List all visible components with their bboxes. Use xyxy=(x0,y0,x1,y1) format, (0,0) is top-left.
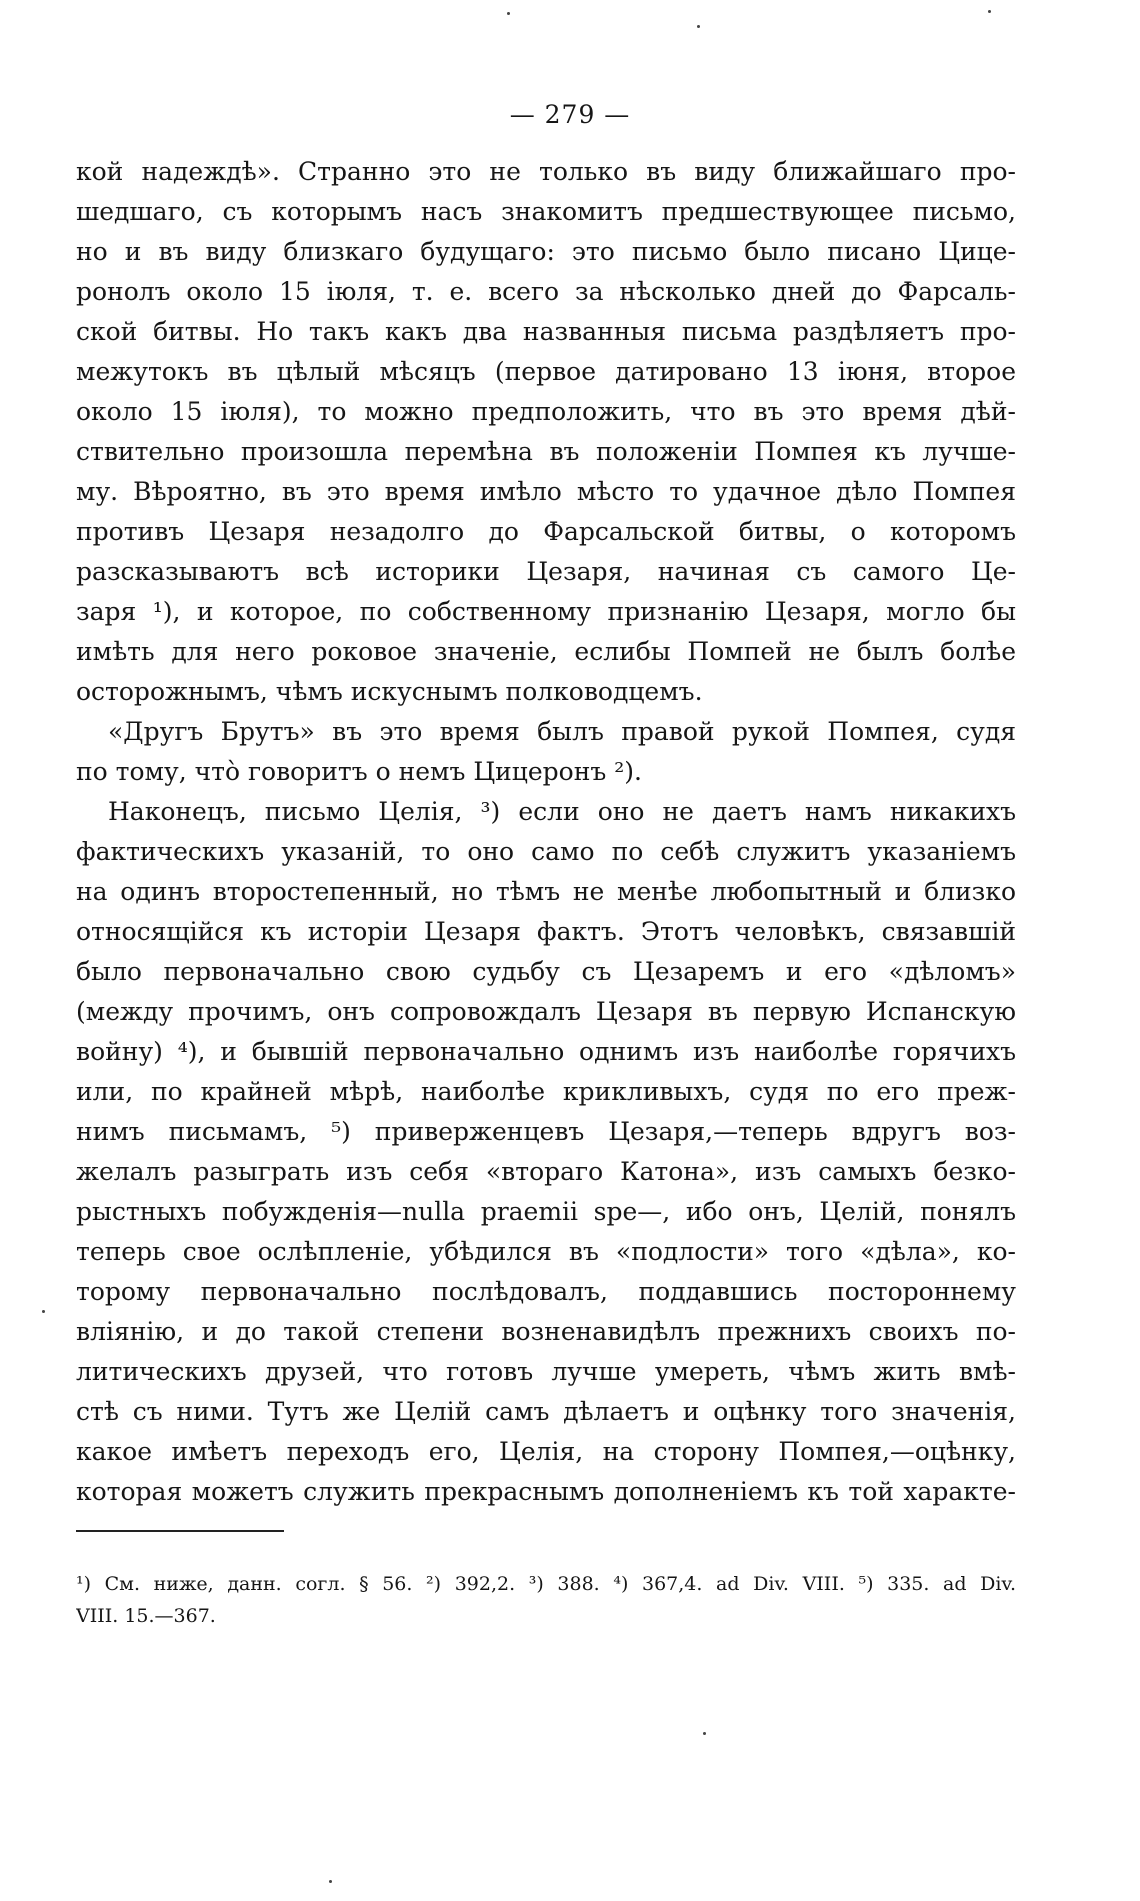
text-line: ской битвы. Но такъ какъ два названныя письма раздѣляетъ про- xyxy=(76,317,1016,346)
text-line: заря ¹), и которое, по собственному признанію Цезаря, могло бы xyxy=(76,597,1016,626)
text-line: стѣ съ ними. Тутъ же Целій самъ дѣлаетъ и оцѣнку того значенія, xyxy=(76,1397,1016,1426)
text-line: му. Вѣроятно, въ это время имѣло мѣсто то удачное дѣло Помпея xyxy=(76,477,1016,506)
text-line: рыстныхъ побужденія—nulla praemii spe—, ибо онъ, Целій, понялъ xyxy=(76,1197,1016,1226)
paragraph xyxy=(76,792,1016,1512)
text-line: торому первоначально послѣдовалъ, поддавшись постороннему xyxy=(76,1277,1016,1306)
text-line: но и въ виду близкаго будущаго: это письмо было писано Цице- xyxy=(76,237,1016,266)
text-line: ронолъ около 15 іюля, т. е. всего за нѣсколько дней до Фарсаль- xyxy=(76,277,1016,306)
text-line: на одинъ второстепенный, но тѣмъ не менѣе любопытный и близко xyxy=(76,877,1016,906)
text-line: фактическихъ указаній, то оно само по себѣ служитъ указаніемъ xyxy=(76,837,1016,866)
footnote-separator xyxy=(76,1530,284,1532)
text-line: или, по крайней мѣрѣ, наиболѣе крикливыхъ, судя по его преж- xyxy=(76,1077,1016,1106)
text-line: вліянію, и до такой степени возненавидѣлъ прежнихъ своихъ по- xyxy=(76,1317,1016,1346)
paragraph xyxy=(76,712,1016,792)
text-line: желалъ разыграть изъ себя «втораго Катона», изъ самыхъ безко- xyxy=(76,1157,1016,1186)
text-line: разсказываютъ всѣ историки Цезаря, начиная съ самого Це- xyxy=(76,557,1016,586)
paragraph xyxy=(76,152,1016,712)
text-line: теперь свое ослѣпленіе, убѣдился въ «подлости» того «дѣла», ко- xyxy=(76,1237,1016,1266)
text-line: имѣть для него роковое значеніе, еслибы Помпей не былъ болѣе xyxy=(76,637,1016,666)
text-line: «Другъ Брутъ» въ это время былъ правой рукой Помпея, судя xyxy=(108,717,1016,746)
text-line: было первоначально свою судьбу съ Цезаремъ и его «дѣломъ» xyxy=(76,957,1016,986)
scan-speck xyxy=(697,25,700,28)
text-line: шедшаго, съ которымъ насъ знакомитъ предшествующее письмо, xyxy=(76,197,1016,226)
text-line: которая можетъ служить прекраснымъ дополненіемъ къ той характе- xyxy=(76,1477,1016,1506)
text-line: межутокъ въ цѣлый мѣсяцъ (первое датировано 13 іюня, второе xyxy=(76,357,1016,386)
text-line: по тому, что̀ говоритъ о немъ Цицеронъ ²). xyxy=(76,757,642,786)
text-line: ствительно произошла перемѣна въ положеніи Помпея къ лучше- xyxy=(76,437,1016,466)
text-line: (между прочимъ, онъ сопровождалъ Цезаря въ первую Испанскую xyxy=(76,997,1016,1026)
scan-speck xyxy=(703,1732,706,1735)
text-line: Наконецъ, письмо Целія, ³) если оно не даетъ намъ никакихъ xyxy=(108,797,1016,826)
text-line: противъ Цезаря незадолго до Фарсальской битвы, о которомъ xyxy=(76,517,1016,546)
scan-speck xyxy=(988,10,991,13)
body-text xyxy=(76,152,1016,1512)
text-line: около 15 іюля), то можно предположить, что въ это время дѣй- xyxy=(76,397,1016,426)
page-number: — 279 — xyxy=(509,100,631,129)
text-line: осторожнымъ, чѣмъ искуснымъ полководцемъ. xyxy=(76,677,703,706)
text-line: кой надеждѣ». Странно это не только въ виду ближайшаго про- xyxy=(76,157,1016,186)
footnote-line: VIII. 15.—367. xyxy=(76,1605,216,1627)
scan-speck xyxy=(42,1310,45,1313)
text-line: какое имѣетъ переходъ его, Целія, на сторону Помпея,—оцѣнку, xyxy=(76,1437,1016,1466)
text-line: литическихъ друзей, что готовъ лучше умереть, чѣмъ жить вмѣ- xyxy=(76,1357,1016,1386)
footnote-line: ¹) См. ниже, данн. согл. § 56. ²) 392,2. ³) 388. ⁴) 367,4. ad Div. VIII. ⁵) 335. ad Div. xyxy=(76,1573,1016,1595)
text-line: относящійся къ исторіи Цезаря фактъ. Этотъ человѣкъ, связавшій xyxy=(76,917,1016,946)
scan-speck xyxy=(329,1880,332,1883)
text-line: войну) ⁴), и бывшій первоначально однимъ изъ наиболѣе горячихъ xyxy=(76,1037,1016,1066)
footnotes xyxy=(76,1568,1016,1632)
scan-speck xyxy=(507,12,510,15)
text-line: нимъ письмамъ, ⁵) приверженцевъ Цезаря,—теперь вдругъ воз- xyxy=(76,1117,1016,1146)
